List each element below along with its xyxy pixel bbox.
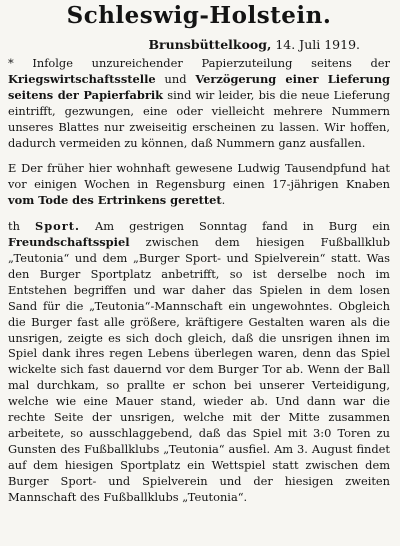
notice-bold-2: Verzögerung einer Lieferung seitens der Papierfabrik: [8, 71, 390, 102]
rescue-bold-1: vom Tode des Ertrinkens gerettet: [8, 193, 222, 208]
notice-text-1: * Infolge unzureichender Papierzuteilung seitens der: [8, 56, 390, 70]
notice-bold-1: Kriegswirtschaftsstelle: [8, 71, 156, 86]
sport-text-3: zwischen dem hiesigen Fußballklub „Teutonia“ und dem „Burger Sport- und Spielverein“ statt. Was den Burger Sportplatz anbetrifft, so ist derselbe noch im Entstehen begriffen und war daher das Spielen in dem losen Sand für die „Teutonia“-Mannschaft ein ungewohntes. Obgleich die Burger fast alle größere, kräftigere Gestalten waren als die unsrigen, zeigte es sich doch gleich, daß die unsrigen ihnen im Spiel dank ihres regen Lebens überlegen waren, denn das Spiel wickelte sich fast dauernd vor dem Burger Tor ab. Wenn der Ball mal durchkam, so prallte er schon bei unserer Verteidigung, welche wie eine Mauer stand, wieder ab. Und dann war die rechte Seite der unsrigen, welche mit der Mitte zusammen arbeitete, so ausschlaggebend, daß das Spiel mit 3:0 Toren zu Gunsten des Fußballklubs „Teutonia“ ausfiel. Am 3. August findet auf dem hiesigen Sportplatz ein Wettspiel statt zwischen dem Burger Sport- und Spielverein und der hiesigen zweiten Mannschaft des Fußballklubs „Teutonia“.: [8, 235, 390, 504]
sport-text-2: Am gestrigen Sonntag fand in Burg ein: [80, 219, 390, 234]
headline: Schleswig-Holstein.: [66, 2, 332, 29]
sport-report: [8, 219, 390, 505]
notice-text-3: sind wir leider, bis die neue Lieferung eintrifft, gezwungen, eine oder vielleicht mehrere Nummern unseres Blattes nur zweiseitig erscheinen zu lassen. Wir hoffen, dadurch vermeiden zu können, daß Nummern ganz ausfallen.: [8, 87, 390, 150]
dateline-date: 14. Juli 1919.: [275, 37, 360, 52]
dateline: [8, 37, 360, 52]
rescue-text-1: E Der früher hier wohnhaft gewesene Ludwig Tausendpfund hat vor einigen Wochen in Regensburg einen 17-jährigen Knaben: [8, 161, 390, 192]
notice-text-2: und: [155, 71, 196, 86]
sport-heading: Sport.: [34, 219, 80, 234]
newspaper-page: [0, 3, 400, 546]
dateline-place: Brunsbüttelkoog,: [148, 37, 272, 52]
rescue-text-2: .: [221, 193, 226, 208]
rescue-report: [8, 161, 390, 209]
paper-shortage-notice: [8, 56, 390, 151]
sport-bold-match: Freundschaftsspiel: [8, 235, 130, 250]
sport-text-1: th: [8, 219, 35, 234]
